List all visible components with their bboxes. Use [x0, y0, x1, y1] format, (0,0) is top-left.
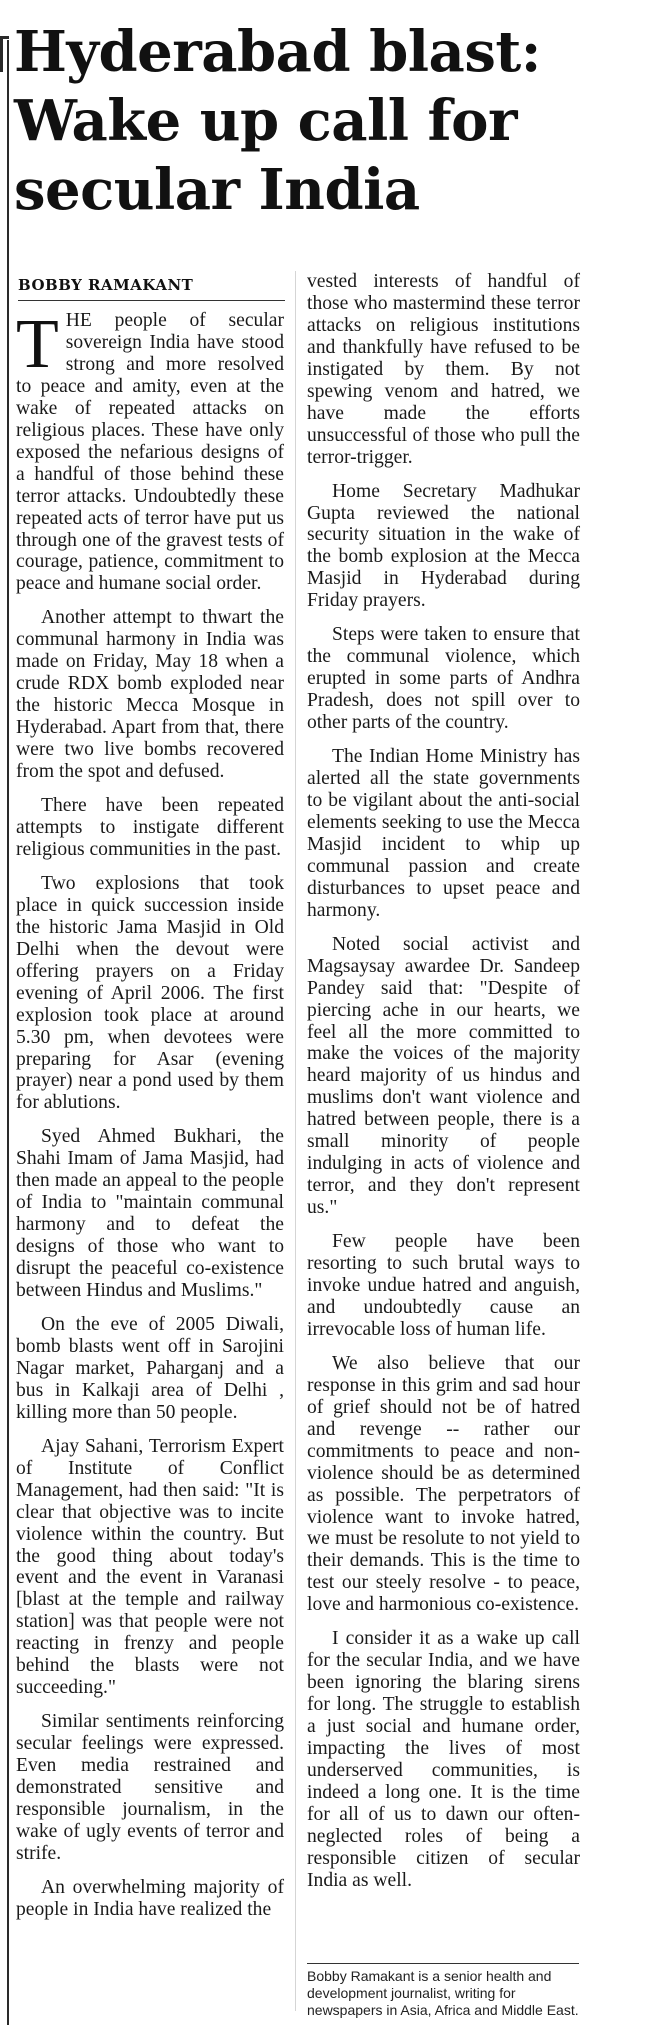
article-paragraph: Similar sentiments reinforcing secular feelings were expressed. Even media restrained and demonstrated sensitive and responsible journalism, in the wake of ugly events of terror and strife. — [16, 1711, 284, 1864]
article-paragraph — [16, 306, 284, 595]
headline — [14, 18, 634, 225]
article-paragraph: Noted social activist and Magsaysay awardee Dr. Sandeep Pandey said that: "Despite of piercing ache in our hearts, we feel all the more committed to make the voices of the majority heard majority of us hindus and muslims don't want violence and hatred between people, there is a small minority of people indulging in acts of violence and terror, and they don't represent us." — [307, 933, 580, 1219]
article-column-right — [307, 271, 580, 1904]
article-paragraph-continued: vested interests of handful of those who mastermind these terror attacks on religious institutions and thankfully have refused to be instigated by them. By not spewing venom and hatred, we have made the efforts unsuccessful of those who pull the terror-trigger. — [307, 271, 580, 468]
column-divider — [295, 271, 296, 2011]
byline: BOBBY RAMAKANT — [18, 276, 285, 301]
article-paragraph: Home Secretary Madhukar Gupta reviewed the national security situation in the wake of the bomb explosion at the Mecca Masjid in Hyderabad during Friday prayers. — [307, 480, 580, 612]
drop-cap: T — [16, 306, 59, 383]
headline-line-3: secular India — [14, 157, 420, 223]
article-paragraph: Another attempt to thwart the communal harmony in India was made on Friday, May 18 when a crude RDX bomb exploded near the historic Mecca Mosque in Hyderabad. Apart from that, there were two live bombs recovered from the spot and defused. — [16, 607, 284, 783]
first-paragraph-text: HE people of secular sovereign India have stood strong and more resolved to peace and amity, even at the wake of repeated attacks on religious places. These have only exposed the nefarious designs of a handful of those behind these terror attacks. Undoubtedly these repeated acts of terror have put us through one of the gravest tests of courage, patience, commitment to peace and humane social order. — [16, 310, 284, 595]
author-bio: Bobby Ramakant is a senior health and development journalist, writing for newspapers in Asia, Africa and Middle East. — [307, 1963, 579, 2019]
headline-line-2: Wake up call for — [14, 88, 517, 154]
article-paragraph: I consider it as a wake up call for the secular India, and we have been ignoring the blaring sirens for long. The struggle to establish a just social and humane order, impacting the lives of most underserved communities, is indeed a long one. It is the time for all of us to dawn our often-neglected roles of being a responsible citizen of secular India as well. — [307, 1628, 580, 1891]
page-corner-mark — [0, 36, 9, 72]
article-paragraph: On the eve of 2005 Diwali, bomb blasts went off in Sarojini Nagar market, Paharganj and a bus in Kalkaji area of Delhi , killing more than 50 people. — [16, 1313, 284, 1423]
article-paragraph: Few people have been resorting to such brutal ways to invoke undue hatred and anguish, and undoubtedly cause an irrevocable loss of human life. — [307, 1231, 580, 1340]
article-paragraph: Steps were taken to ensure that the communal violence, which erupted in some parts of Andhra Pradesh, does not spill over to other parts of the country. — [307, 624, 580, 734]
article-paragraph: Two explosions that took place in quick succession inside the historic Jama Masjid in Old Delhi when the devout were offering prayers on a Friday evening of April 2006. The first explosion took place at around 5.30 pm, when devotees were preparing for Asar (evening prayer) near a pond used by them for ablutions. — [16, 872, 284, 1114]
article-paragraph: There have been repeated attempts to instigate different religious communities in the past. — [16, 795, 284, 860]
article-column-left — [16, 306, 284, 1933]
headline-line-1: Hyderabad blast: — [14, 19, 541, 85]
article-paragraph: Ajay Sahani, Terrorism Expert of Institute of Conflict Management, had then said: "It is clear that objective was to incite violence within the country. But the good thing about today's event and the event in Varanasi [blast at the temple and railway station] was that people were not reacting in frenzy and people behind the blasts were not succeeding." — [16, 1435, 284, 1699]
left-margin-rule — [7, 40, 9, 2025]
article-paragraph: An overwhelming majority of people in India have realized the — [16, 1876, 284, 1920]
article-paragraph: We also believe that our response in this grim and sad hour of grief should not be of hatred and revenge -- rather our commitments to peace and non-violence should be as determined as possible. The perpetrators of violence want to invoke hatred, we must be resolute to not yield to their demands. This is the time to test our steely resolve - to peace, love and harmonious co-existence. — [307, 1352, 580, 1616]
article-paragraph: The Indian Home Ministry has alerted all the state governments to be vigilant about the anti-social elements seeking to use the Mecca Masjid incident to whip up communal passion and create disturbances to upset peace and harmony. — [307, 746, 580, 921]
article-paragraph: Syed Ahmed Bukhari, the Shahi Imam of Jama Masjid, had then made an appeal to the people of India to "maintain communal harmony and to defeat the designs of those who want to disrupt the peaceful co-existence between Hindus and Muslims." — [16, 1126, 284, 1302]
